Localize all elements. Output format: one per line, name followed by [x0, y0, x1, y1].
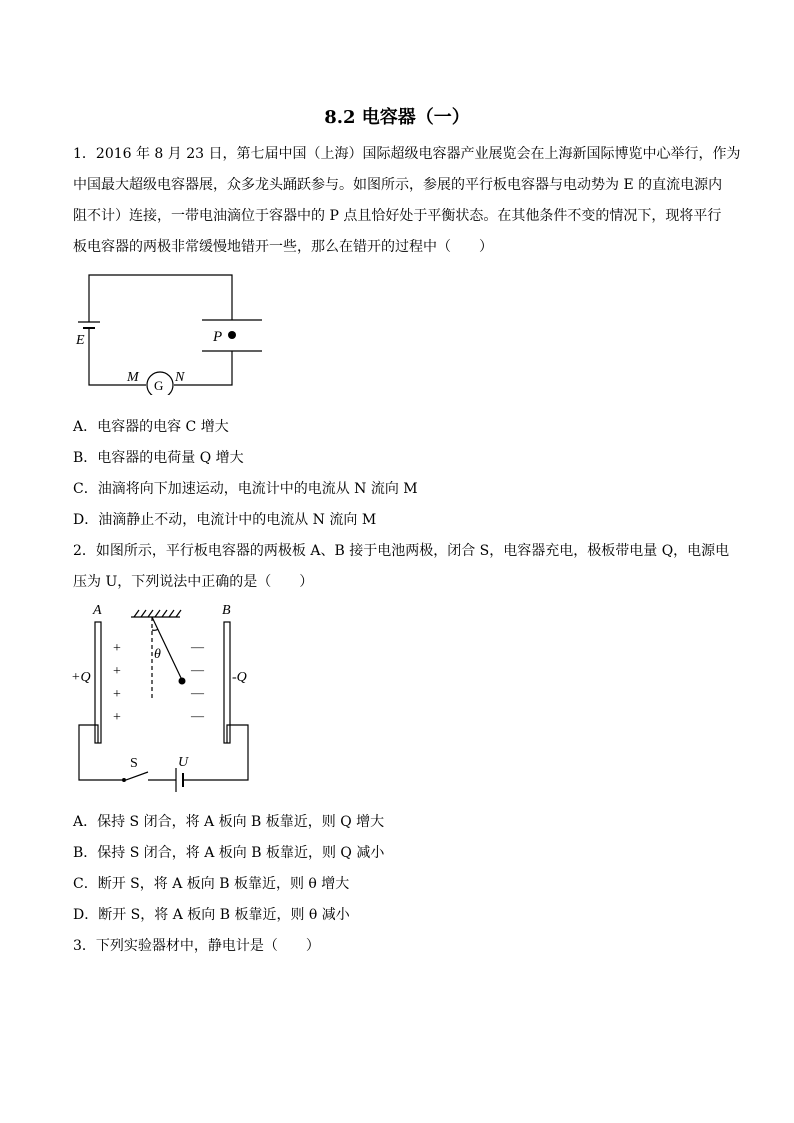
- q2-label-b: B: [222, 603, 231, 618]
- q1-option-c: C．油滴将向下加速运动，电流计中的电流从 N 流向 M: [73, 481, 418, 497]
- q1-line-4: 板电容器的两极非常缓慢地错开一些，那么在错开的过程中（ ）: [73, 239, 493, 255]
- q2-label-a: A: [93, 603, 102, 618]
- q1-oil-drop-dot: [228, 331, 236, 339]
- q2-capacitor-diagram: [68, 600, 258, 795]
- q2-line-1: 2．如图所示，平行板电容器的两极板 A、B 接于电池两极，闭合 S，电容器充电，极板带电量 Q，电源电: [73, 543, 730, 559]
- q2-theta-arc: [152, 629, 158, 630]
- q2-minus-sign: —: [191, 685, 204, 700]
- q1-option-a: A．电容器的电容 C 增大: [73, 419, 229, 435]
- q2-minus-sign: —: [191, 662, 204, 677]
- q2-minus-sign: —: [191, 639, 204, 654]
- q2-charged-ball: [179, 678, 186, 685]
- q2-switch: [126, 772, 148, 780]
- q1-circuit-diagram: [70, 270, 270, 395]
- q2-option-c: C．断开 S，将 A 板向 B 板靠近，则 θ 增大: [73, 876, 350, 892]
- q2-label-minus-q: -Q: [232, 670, 247, 685]
- q1-label-g: G: [154, 378, 164, 393]
- q1-line-2: 中国最大超级电容器展，众多龙头踊跃参与。如图所示，参展的平行板电容器与电动势为 E 的直流电源内: [73, 177, 723, 193]
- q1-wire-left: [89, 275, 232, 322]
- q2-switch-contact: [122, 778, 126, 782]
- q1-line-1: 1．2016 年 8 月 23 日，第七届中国（上海）国际超级电容器产业展览会在上海新国际博览中心举行，作为: [73, 146, 741, 162]
- q2-label-s: S: [130, 756, 138, 771]
- q1-line-3: 阻不计）连接，一带电油滴位于容器中的 P 点且恰好处于平衡状态。在其他条件不变的情况下，现将平行: [73, 208, 722, 224]
- q1-option-d: D．油滴静止不动，电流计中的电流从 N 流向 M: [73, 512, 377, 528]
- q1-label-m: M: [127, 370, 139, 385]
- q1-label-p: P: [213, 329, 223, 345]
- q2-option-a: A．保持 S 闭合，将 A 板向 B 板靠近，则 Q 增大: [73, 814, 385, 830]
- q2-line-2: 压为 U，下列说法中正确的是（ ）: [73, 574, 314, 590]
- q2-option-d: D．断开 S，将 A 板向 B 板靠近，则 θ 减小: [73, 907, 350, 923]
- q2-ceiling-hatch: [134, 610, 181, 617]
- q2-wire-right: [183, 725, 248, 780]
- q3-line-1: 3．下列实验器材中，静电计是（ ）: [73, 938, 320, 954]
- q2-label-theta: θ: [154, 647, 161, 662]
- q2-label-u: U: [178, 755, 189, 770]
- q1-label-e: E: [76, 333, 85, 348]
- q1-option-b: B．电容器的电荷量 Q 增大: [73, 450, 244, 466]
- q2-option-b: B．保持 S 闭合，将 A 板向 B 板靠近，则 Q 减小: [73, 845, 385, 861]
- q2-minus-sign: —: [191, 708, 204, 723]
- q2-plus-sign: +: [113, 641, 121, 656]
- q1-label-n: N: [175, 370, 185, 385]
- q2-plus-sign: +: [113, 687, 121, 702]
- q2-plus-sign: +: [113, 710, 121, 725]
- q2-plus-sign: +: [113, 664, 121, 679]
- q2-label-plus-q: +Q: [71, 670, 91, 685]
- page-title: 8.2 电容器（一）: [324, 107, 470, 128]
